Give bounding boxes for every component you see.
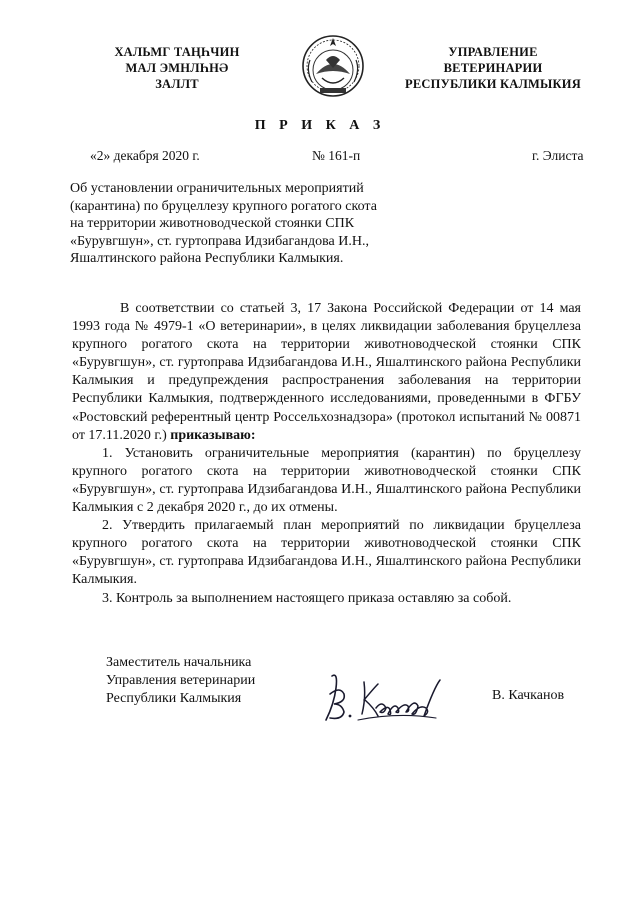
order-word: приказываю: [170, 427, 256, 443]
order-subject [70, 180, 410, 268]
order-date: «2» декабря 2020 г. [90, 148, 200, 163]
subject-line: на территории животноводческой стоянки СПК [70, 216, 355, 231]
signatory-position-line: Управления ветеринарии [106, 673, 256, 688]
header-right-line: УПРАВЛЕНИЕ [448, 45, 538, 59]
handwritten-signature-icon [318, 668, 448, 726]
signatory-position [106, 654, 255, 708]
subject-line: Об установлении ограничительных мероприятий [70, 181, 364, 196]
order-body [72, 300, 581, 608]
header-kalmyk-agency-name [92, 44, 262, 92]
signatory-name: В. Качканов [492, 688, 565, 703]
order-item-2: 2. Утвердить прилагаемый план мероприятий по ликвидации бруцеллеза крупного рогатого скота на территории животноводческой стоянки СПК «Бурувгшун», ст. гуртоправа Идзибагандова И.Н., Яшалтинского района Республики Калмыкия. [72, 518, 581, 588]
document-title: П Р И К А З [254, 118, 386, 133]
order-city: г. Элиста [532, 148, 584, 163]
subject-line: «Бурувгшун», ст. гуртоправа Идзибагандова И.Н., [70, 233, 369, 249]
kalmykia-coat-of-arms-icon [298, 30, 368, 100]
signatory-position-line: Заместитель начальника [106, 655, 252, 670]
subject-line: Яшалтинского района Республики Калмыкия. [70, 251, 344, 266]
header-left-line: МАЛ ЭМНЛҺНӘ [125, 61, 229, 75]
order-item-3: 3. Контроль за выполнением настоящего приказа оставляю за собой. [102, 590, 512, 606]
intro-paragraph [72, 300, 581, 445]
header-right-line: ВЕТЕРИНАРИИ [443, 61, 543, 75]
subject-line: (карантина) по бруцеллезу крупного рогатого скота [70, 198, 377, 214]
header-left-line: ХАЛЬМГ ТАҢҺЧИН [114, 45, 240, 59]
order-number: № 161-п [312, 148, 361, 163]
header-right-line: РЕСПУБЛИКИ КАЛМЫКИЯ [405, 77, 581, 91]
signatory-position-line: Республики Калмыкия [106, 691, 242, 706]
intro-text: В соответствии со статьей 3, 17 Закона Российской Федерации от 14 мая 1993 года № 4979-1 «О ветеринарии», в целях ликвидации заболевания бруцеллеза крупного рогатого скота на территории животноводческой стоянки СПК «Бурувгшун», ст. гуртоправа Идзибагандова И.Н., Яшалтинского района Республики Калмыкия и предупреждения распространения заболевания на территории Республики Калмыкия, подтвержденного исследованиями, проведенными в ФГБУ «Ростовский референтный центр Россельхознадзора» (протокол испытаний № 00871 от 17.11.2020 г.) [72, 301, 581, 443]
header-russian-agency-name [398, 44, 588, 92]
order-item-1: 1. Установить ограничительные мероприятия (карантин) по бруцеллезу крупного рогатого скота на территории животноводческой стоянки СПК «Бурувгшун», ст. гуртоправа Идзибагандова И.Н., Яшалтинского района Республики Калмыкия с 2 декабря 2020 г., до их отмены. [72, 445, 581, 516]
header-left-line: ЗАЛЛТ [155, 77, 199, 91]
